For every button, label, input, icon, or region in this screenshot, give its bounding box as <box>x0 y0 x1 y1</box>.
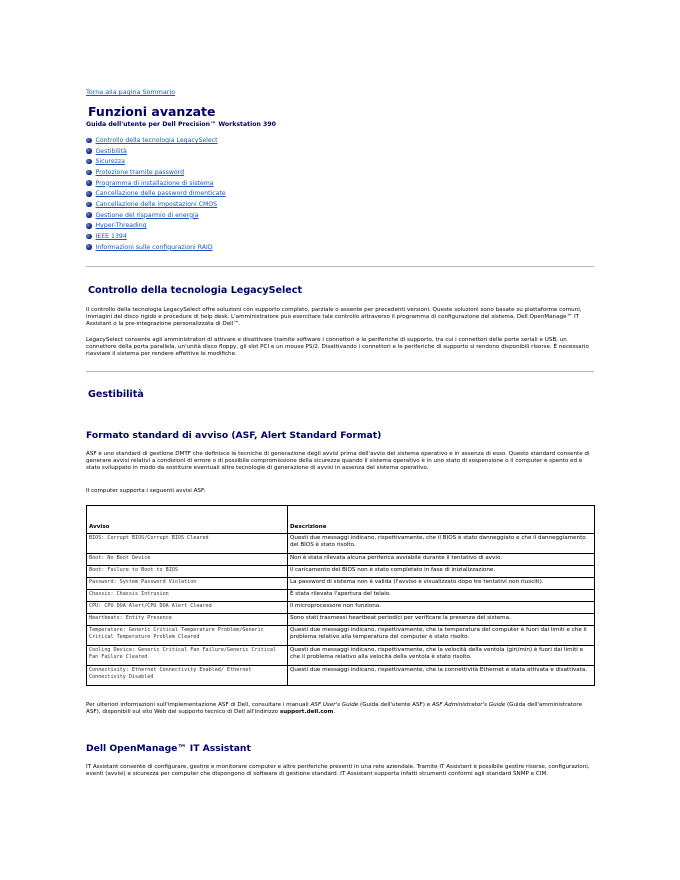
page-subtitle: Guida dell'utente per Dell Precision™ Workstation 390 <box>86 121 276 128</box>
header-avviso: Avviso <box>87 506 288 534</box>
alert-cell: BIOS: Corrupt BIOS/Corrupt BIOS Cleared <box>87 534 288 554</box>
legacyselect-paragraph-2: LegacySelect consente agli amministratori di attivare e disattivare tramite software i connettori e le periferiche di supporto, tra cui i connettori delle porte seriali e USB, un connettore della porta parallela, un'unità disco floppy, gli slot PCI e un mouse PS/2. Disattivando i connettori e le periferiche di supporto si rendono disponibili risorse. È necessario riavviare il sistema per rendere effettive le modifiche. <box>86 337 589 357</box>
it-assistant-paragraph: IT Assistant consente di configurare, gestire e monitorare computer e altre periferiche presenti in una rete aziendale. Tramite IT Assistant è possibile gestire risorse, configurazioni, eventi (avvisi) e sicurezza per computer che dispongono di software di gestione standard. IT Assistant supporta infatti strumenti conformi agli standard SNMP e CIM. <box>86 764 590 777</box>
toc-link-sicurezza[interactable]: Sicurezza <box>95 158 125 166</box>
table-of-contents <box>86 135 226 253</box>
alert-cell: Temperature: Generic Critical Temperature Problem/Generic Critical Temperature Problem Cleared <box>87 626 288 646</box>
table-row <box>87 554 595 566</box>
toc-item <box>86 178 226 189</box>
description-cell: Questi due messaggi indicano, rispettivamente, che la connettività Ethernet è stata attivata e disattivata. <box>288 666 595 686</box>
toc-item <box>86 231 226 242</box>
asf-intro: Il computer supporta i seguenti avvisi ASF: <box>86 488 206 494</box>
legacyselect-paragraph-1: Il controllo della tecnologia LegacySelect offre soluzioni con supporto completo, parziale o assente per precedenti versioni. Queste soluzioni sono basate su piattaforme comuni, immagini del disco rigido e procedure di help desk. L'amministratore può esercitare tale controllo attraverso il programma di configurazione del sistema, Dell OpenManage™ IT Assistant o la pre-integrazione personalizzata di Dell™. <box>86 307 582 327</box>
bullet-icon <box>86 202 92 208</box>
alert-cell: Chassis: Chassis Intrusion <box>87 590 288 602</box>
asf-alerts-table <box>86 505 595 686</box>
toc-link-legacyselect[interactable]: Controllo della tecnologia LegacySelect <box>95 136 218 144</box>
toc-link-ieee1394[interactable]: IEEE 1394 <box>95 233 127 241</box>
toc-link-power[interactable]: Gestione del risparmio di energia <box>95 211 199 219</box>
description-cell: È stata rilevata l'apertura del telaio. <box>288 590 595 602</box>
toc-item <box>86 242 226 253</box>
bullet-icon <box>86 170 92 176</box>
table-row <box>87 534 595 554</box>
toc-link-hyperthreading[interactable]: Hyper-Threading <box>95 222 147 230</box>
page-title: Funzioni avanzate <box>88 104 216 119</box>
legacyselect-heading: Controllo della tecnologia LegacySelect <box>88 285 303 296</box>
description-cell: Il caricamento del BIOS non è stato completato in fase di inizializzazione. <box>288 566 595 578</box>
back-to-contents-link[interactable]: Torna alla pagina Sommario <box>86 88 176 96</box>
toc-link-raid[interactable]: Informazioni sulle configurazioni RAID <box>95 243 213 251</box>
bullet-icon <box>86 138 92 144</box>
note-text: . <box>333 708 336 715</box>
gestibilita-heading: Gestibilità <box>88 389 144 400</box>
bullet-icon <box>86 223 92 229</box>
alert-cell: CPU: CPU DOA Alert/CPU DOA Alert Cleared <box>87 602 288 614</box>
description-cell: Il microprocessore non funziona. <box>288 602 595 614</box>
toc-item <box>86 167 226 178</box>
toc-link-gestibilita[interactable]: Gestibilità <box>95 147 127 155</box>
asf-heading: Formato standard di avviso (ASF, Alert Standard Format) <box>86 430 382 441</box>
table-row <box>87 666 595 686</box>
note-text: Per ulteriori informazioni sull'implementazione ASF di Dell, consultare i manuali <box>86 702 311 708</box>
toc-link-setup[interactable]: Programma di installazione di sistema <box>95 179 214 187</box>
section-divider <box>86 371 594 372</box>
alert-cell: Cooling Device: Generic Critical Fan Failure/Generic Critical Fan Failure Cleared <box>87 646 288 666</box>
header-descrizione: Descrizione <box>288 506 595 534</box>
table-row <box>87 614 595 626</box>
toc-link-forgotten-passwords[interactable]: Cancellazione delle password dimenticate <box>95 190 226 198</box>
toc-item <box>86 156 226 167</box>
alert-cell: Connectivity: Ethernet Connectivity Enabled/ Ethernet Connectivity Disabled <box>87 666 288 686</box>
bullet-icon <box>86 159 92 165</box>
note-title-user-guide: ASF User's Guide <box>310 702 359 708</box>
bullet-icon <box>86 212 92 218</box>
description-cell: Questi due messaggi indicano, rispettivamente, che la velocità della ventola (giri/min) è fuori dai limiti e che il problema relativo alla velocità della ventola è stato risolto. <box>288 646 595 666</box>
toc-link-cmos[interactable]: Cancellazione delle impostazioni CMOS <box>95 200 218 208</box>
toc-item <box>86 188 226 199</box>
description-cell: Sono stati trasmessi heartbeat periodici per verificare la presenza del sistema. <box>288 614 595 626</box>
table-row <box>87 566 595 578</box>
asf-paragraph: ASF è uno standard di gestione DMTF che definisce le tecniche di generazione degli avvisi prima dell'avvio del sistema operativo e in assenza di esso. Questo standard consente di generare avvisi relativi a condizioni di errore o di possibile compromissione della sicurezza quando il sistema operativo è in uno stato di sospensione o il computer è spento ed è stato sviluppato in modo da sostituire eventuali altre tecnologie di generazione di avvisi in assenza del sistema operativo. <box>86 451 590 471</box>
it-assistant-heading: Dell OpenManage™ IT Assistant <box>86 743 251 754</box>
note-title-admin-guide: ASF Administrator's Guide <box>431 702 506 708</box>
bullet-icon <box>86 234 92 240</box>
toc-item <box>86 221 226 232</box>
table-row <box>87 626 595 646</box>
alert-cell: Boot: Failure to Boot to BIOS <box>87 566 288 578</box>
alert-cell: Heartbeats: Entity Presence <box>87 614 288 626</box>
toc-item <box>86 146 226 157</box>
toc-item <box>86 135 226 146</box>
description-cell: Questi due messaggi indicano, rispettivamente, che la temperatura del computer è fuori dai limiti e che il problema relativo alla temperatura del computer è stato risolto. <box>288 626 595 646</box>
description-cell: La password di sistema non è valida (l'avviso è visualizzato dopo tre tentativi non riusciti). <box>288 578 595 590</box>
asf-note <box>86 702 596 716</box>
bullet-icon <box>86 180 92 186</box>
bullet-icon <box>86 148 92 154</box>
alert-cell: Boot: No Boot Device <box>87 554 288 566</box>
description-cell: Questi due messaggi indicano, rispettivamente, che il BIOS è stato danneggiato e che il danneggiamento del BIOS è stato risolto. <box>288 534 595 554</box>
table-header-row <box>87 506 595 534</box>
toc-item <box>86 210 226 221</box>
note-text: (Guida dell'utente ASF) e <box>358 702 432 708</box>
section-divider <box>86 266 594 267</box>
table-row <box>87 590 595 602</box>
note-text: (Guida dell'amministratore ASF), disponibili sul sito Web del supporto tecnico di Dell all'indirizzo <box>86 702 583 715</box>
bullet-icon <box>86 244 92 250</box>
toc-item <box>86 199 226 210</box>
support-url: support.dell.com <box>279 708 334 715</box>
description-cell: Non è stata rilevata alcuna periferica avviabile durante il tentativo di avvio. <box>288 554 595 566</box>
table-row <box>87 602 595 614</box>
table-row <box>87 578 595 590</box>
toc-link-password[interactable]: Protezione tramite password <box>95 168 185 176</box>
alert-cell: Password: System Password Violation <box>87 578 288 590</box>
bullet-icon <box>86 191 92 197</box>
table-row <box>87 646 595 666</box>
